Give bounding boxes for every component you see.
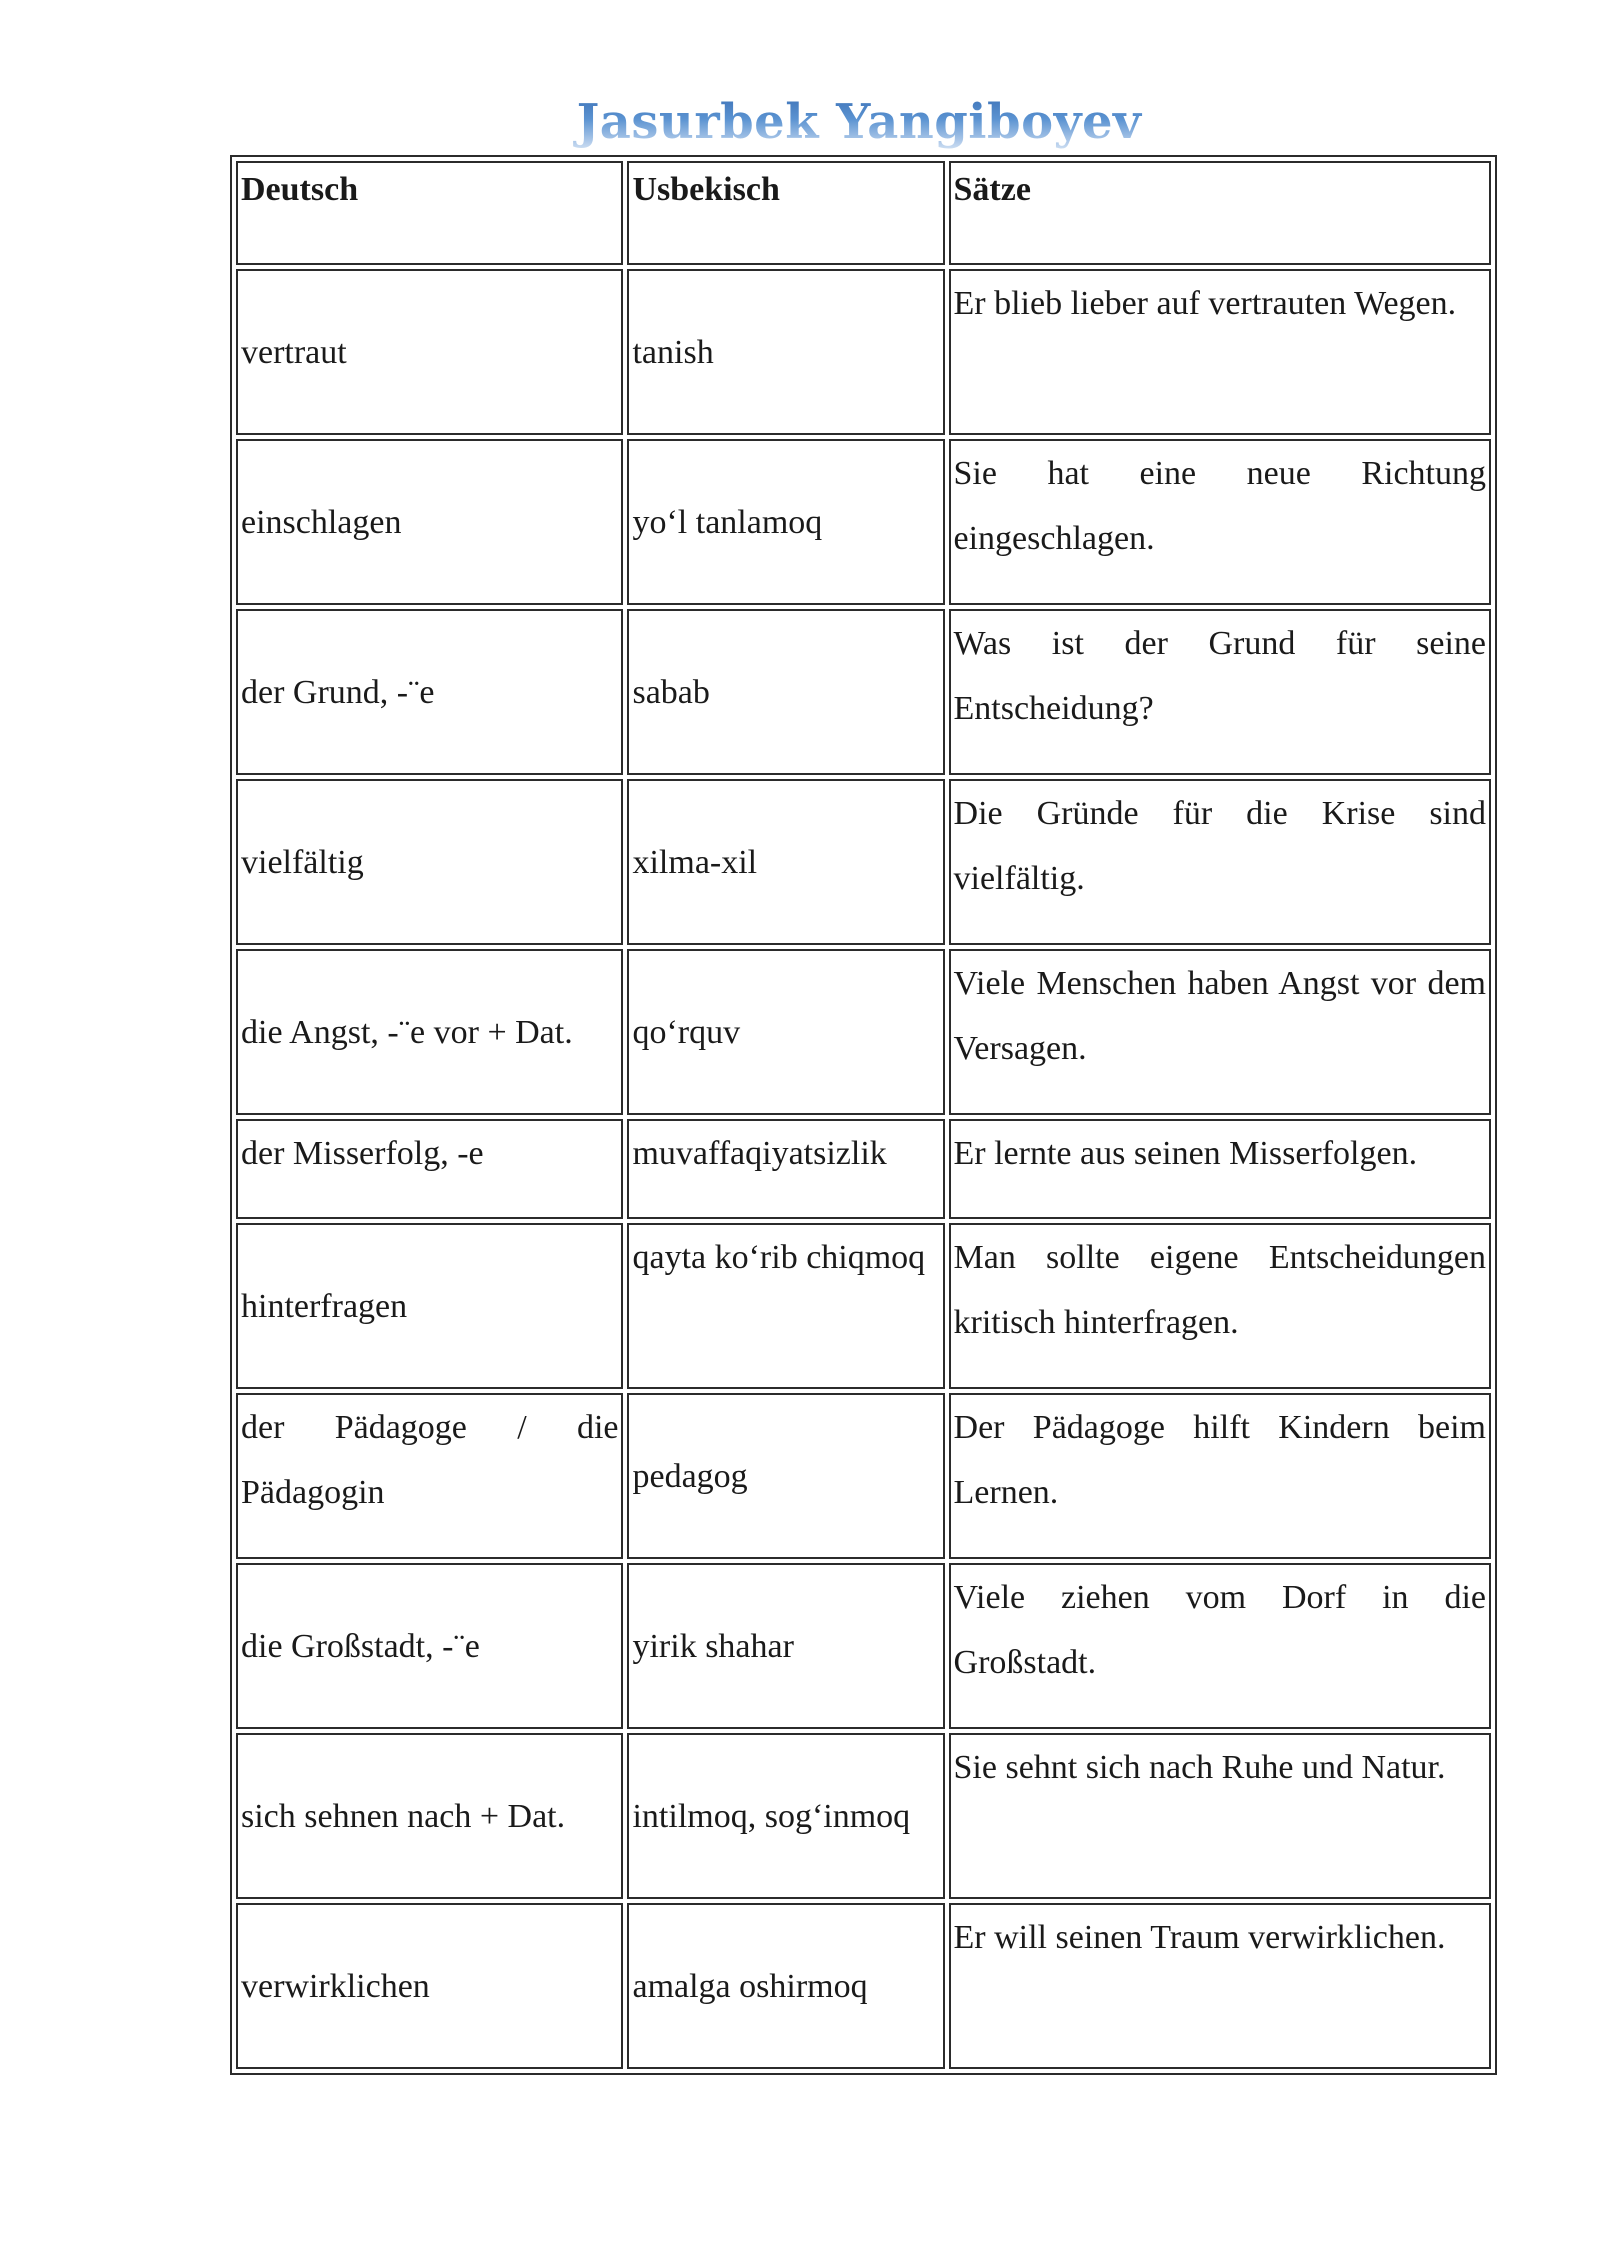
header-saetze: Sätze <box>949 161 1491 265</box>
table-row <box>236 1903 1491 2069</box>
table-row <box>236 949 1491 1115</box>
table-row <box>236 1223 1491 1389</box>
cell-deutsch: vielfältig <box>236 779 623 945</box>
cell-usbekisch: yirik shahar <box>627 1563 944 1729</box>
cell-satz: Die Gründe für die Krise sind vielfältig. <box>949 779 1491 945</box>
cell-deutsch: der Grund, -¨e <box>236 609 623 775</box>
cell-usbekisch: amalga oshirmoq <box>627 1903 944 2069</box>
cell-deutsch: die Großstadt, -¨e <box>236 1563 623 1729</box>
table-row <box>236 1733 1491 1899</box>
cell-deutsch: der Misserfolg, -e <box>236 1119 623 1219</box>
cell-deutsch: hinterfragen <box>236 1223 623 1389</box>
table-row <box>236 439 1491 605</box>
table-row <box>236 1119 1491 1219</box>
cell-usbekisch: pedagog <box>627 1393 944 1559</box>
cell-usbekisch: muvaffaqiyatsizlik <box>627 1119 944 1219</box>
cell-satz: Viele Menschen haben Angst vor dem Versagen. <box>949 949 1491 1115</box>
header-usbekisch: Usbekisch <box>627 161 944 265</box>
vocabulary-table <box>230 155 1497 2075</box>
table-row <box>236 609 1491 775</box>
cell-deutsch: einschlagen <box>236 439 623 605</box>
cell-satz: Sie sehnt sich nach Ruhe und Natur. <box>949 1733 1491 1899</box>
cell-satz: Was ist der Grund für seine Entscheidung? <box>949 609 1491 775</box>
cell-usbekisch: qo‘rquv <box>627 949 944 1115</box>
table-row <box>236 269 1491 435</box>
cell-deutsch: sich sehnen nach + Dat. <box>236 1733 623 1899</box>
cell-deutsch: verwirklichen <box>236 1903 623 2069</box>
table-header-row <box>236 161 1491 265</box>
cell-satz: Der Pädagoge hilft Kindern beim Lernen. <box>949 1393 1491 1559</box>
cell-satz: Er blieb lieber auf vertrauten Wegen. <box>949 269 1491 435</box>
cell-usbekisch: sabab <box>627 609 944 775</box>
cell-satz: Sie hat eine neue Richtung eingeschlagen. <box>949 439 1491 605</box>
header-deutsch: Deutsch <box>236 161 623 265</box>
cell-deutsch: die Angst, -¨e vor + Dat. <box>236 949 623 1115</box>
cell-satz: Er lernte aus seinen Misserfolgen. <box>949 1119 1491 1219</box>
table-row <box>236 1393 1491 1559</box>
cell-usbekisch: qayta ko‘rib chiqmoq <box>627 1223 944 1389</box>
document-title: Jasurbek Yangiboyev <box>0 92 1600 152</box>
cell-deutsch: vertraut <box>236 269 623 435</box>
cell-satz: Er will seinen Traum verwirklichen. <box>949 1903 1491 2069</box>
table-row <box>236 779 1491 945</box>
cell-usbekisch: tanish <box>627 269 944 435</box>
cell-usbekisch: xilma-xil <box>627 779 944 945</box>
cell-usbekisch: intilmoq, sog‘inmoq <box>627 1733 944 1899</box>
cell-satz: Man sollte eigene Entscheidungen kritisch hinterfragen. <box>949 1223 1491 1389</box>
table-row <box>236 1563 1491 1729</box>
cell-deutsch: der Pädagoge / die Pädagogin <box>236 1393 623 1559</box>
cell-usbekisch: yo‘l tanlamoq <box>627 439 944 605</box>
cell-satz: Viele ziehen vom Dorf in die Großstadt. <box>949 1563 1491 1729</box>
